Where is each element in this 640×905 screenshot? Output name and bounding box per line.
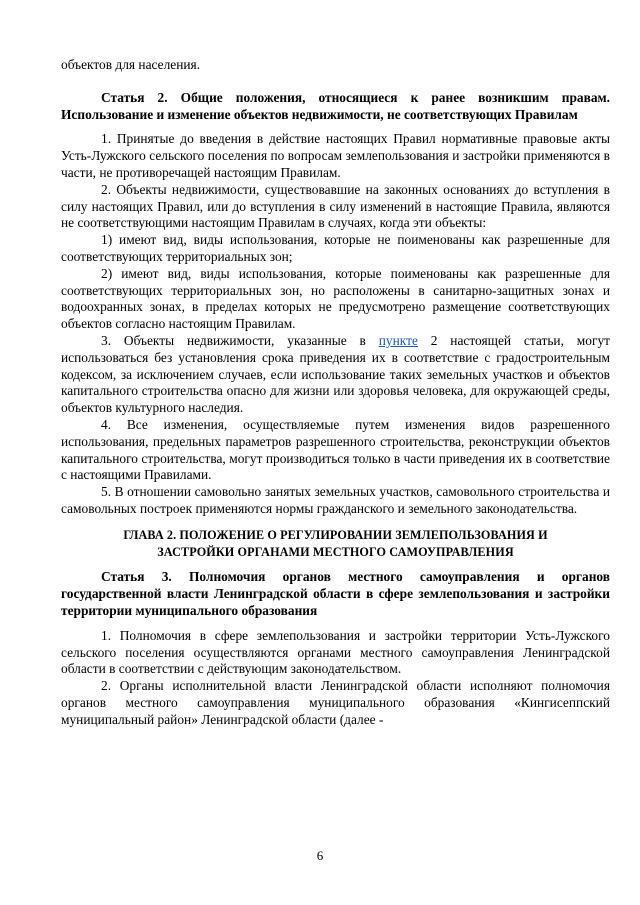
article-2-paragraph-2: 2. Объекты недвижимости, существовавшие на законных основаниях до вступления в силу настоящих Правил, или до вступления в силу изменений в настоящие Правила, являются не соответствующими настоящим Правилам в случаях, когда эти объекты:: [61, 181, 610, 231]
chapter-2-heading-line-1: ГЛАВА 2. ПОЛОЖЕНИЕ О РЕГУЛИРОВАНИИ ЗЕМЛЕПОЛЬЗОВАНИЯ И: [123, 527, 548, 542]
article-2-paragraph-2-item-2: 2) имеют вид, виды использования, которые поименованы как разрешенные для соответствующих территориальных зон, но расположены в санитарно-защитных зонах и водоохранных зонах, в пределах которых не предусмотрено размещение соответствующих объектов согласно настоящим Правилам.: [61, 265, 610, 332]
chapter-2-heading-line-2: ЗАСТРОЙКИ ОРГАНАМИ МЕСТНОГО САМОУПРАВЛЕНИЯ: [157, 544, 514, 559]
article-3-paragraph-2: 2. Органы исполнительной власти Ленинградской области исполняют полномочия органов местного самоуправления муниципального образования «Кингисеппский муниципальный район» Ленинградской области (далее -: [61, 678, 610, 727]
article-2-paragraph-1: 1. Принятые до введения в действие настоящих Правил нормативные правовые акты Усть-Лужского сельского поселения по вопросам землепользования и застройки применяются в части, не противоречащей настоящим Правилам.: [61, 131, 610, 180]
article-2-paragraph-4: 4. Все изменения, осуществляемые путем изменения видов разрешенного использования, предельных параметров разрешенного строительства, реконструкции объектов капитального строительства, могут производиться только в части приведения их в соответствие с настоящими Правилами.: [61, 416, 610, 483]
paragraph-link[interactable]: пункте: [378, 332, 418, 348]
intro-tail: объектов для населения.: [61, 57, 201, 72]
page-number: 6: [316, 848, 324, 863]
article-2-paragraph-3: [61, 333, 610, 417]
article-2-paragraph-2-item-1: 1) имеют вид, виды использования, которые не поименованы как разрешенные для соответствующих территориальных зон;: [61, 232, 610, 264]
article-3-paragraph-1: 1. Полномочия в сфере землепользования и застройки территории Усть-Лужского сельского поселения осуществляются органами местного самоуправления Ленинградской области в соответствии с действующим законодательством.: [61, 627, 610, 677]
article-3-title: Статья 3. Полномочия органов местного самоуправления и органов государственной власти Ленинградской области в сфере землепользования и застройки территории муниципального образования: [61, 569, 610, 618]
paragraph-3-text-before: 3. Объекты недвижимости, указанные в: [101, 332, 379, 348]
article-2-paragraph-5: 5. В отношении самовольно занятых земельных участков, самовольного строительства и самовольных построек применяются нормы гражданского и земельного законодательства.: [61, 484, 610, 516]
article-2-title: Статья 2. Общие положения, относящиеся к ранее возникшим правам. Использование и изменение объектов недвижимости, не соответствующих Правилам: [61, 89, 610, 122]
paragraph-3-text-after: 2 настоящей статьи, могут использоваться без установления срока приведения их в соответствие с градостроительным кодексом, за исключением случаев, если использование таких земельных участков и объектов капитального строительства опасно для жизни или здоровья человека, для окружающей среды, объектов культурного наследия.: [61, 332, 610, 416]
